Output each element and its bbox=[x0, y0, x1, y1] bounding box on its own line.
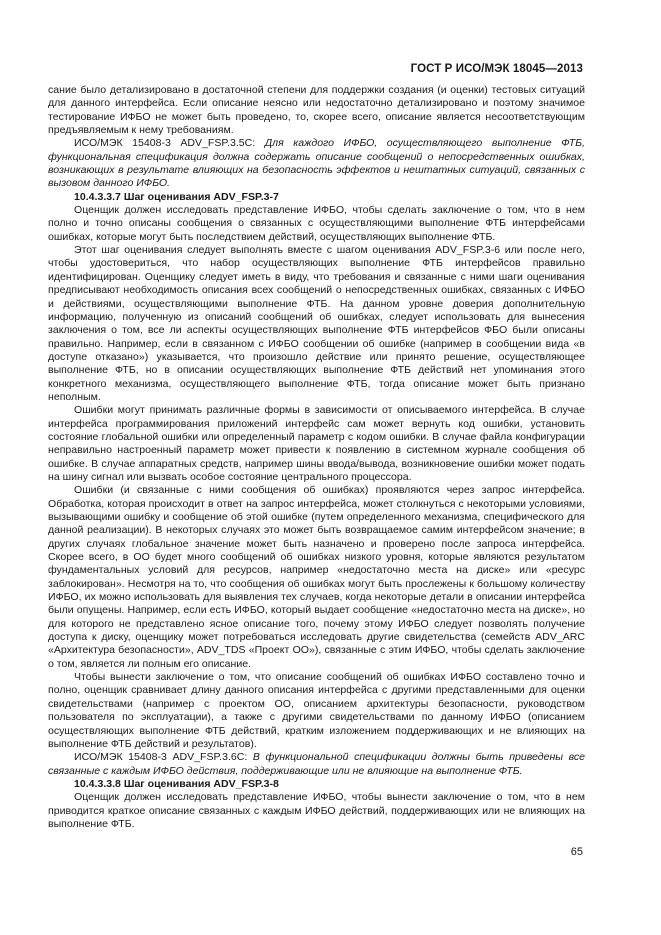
reference-code: ИСО/МЭК 15408-3 ADV_FSP.3.5C: bbox=[74, 137, 265, 150]
standard-header: ГОСТ Р ИСО/МЭК 18045—2013 bbox=[410, 63, 583, 75]
section-heading: 10.4.3.3.8 Шаг оценивания ADV_FSP.3-8 bbox=[74, 777, 279, 790]
paragraph: сание было детализировано в достаточной степени для поддержки создания (и оценки) тестовых ситуаций для данного интерфейса. Если описание неясно или недостаточно детализировано и поэтому значимое тестирование ИФБО не может быть проведено, то, скорее всего, описание является несоответствующим предъявляемым к нему требованиям. bbox=[48, 84, 585, 137]
reference-paragraph bbox=[48, 751, 585, 778]
paragraph: Ошибки (и связанные с ними сообщения об ошибках) проявляются через запрос интерфейса. Обработка, которая происходит в ответ на запрос интерфейса, может столкнуться с некоторыми условиями, вызывающими ошибку и сообщение об этой ошибке (путем определенного механизма, специфического для данной реализации). В некоторых случаях это может быть возвращаемое самим интерфейсом значение; в других случаях глобальное значение может быть назначено и проверено после запроса интерфейса. Скорее всего, в ОО будет много сообщений об ошибках низкого уровня, которые являются результатом фундаментальных условий для ресурсов, например «недостаточно места на диске» или «ресурс заблокирован». Несмотря на то, что сообщения об ошибках могут быть прослежены к большому количеству ИФБО, их можно использовать для выявления тех случаев, когда некоторые детали в описании интерфейса были опущены. Например, если есть ИФБО, который выдает сообщение «недостаточно места на диске», но для которого не представлено ясное описание того, почему этому ИФБО следует позволять получение доступа к диску, оценщику может потребоваться исследовать другие свидетельства (семейств ADV_ARC «Архитектура безопасности», ADV_TDS «Проект ОО»), связанные с этим ИФБО, чтобы сделать заключение о том, является ли полным его описание. bbox=[48, 484, 585, 670]
reference-text: Для каждого ИФБО, осуществляющего выполнение ФТБ, функциональная спецификация должна содержать описание сообщений о непосредственных ошибках, возникающих в результате влияющих на безопасность эффектов и нештатных ситуаций, связанных с вызовом данного ИФБО. bbox=[48, 137, 585, 190]
section-heading: 10.4.3.3.7 Шаг оценивания ADV_FSP.3-7 bbox=[74, 190, 279, 203]
paragraph: Этот шаг оценивания следует выполнять вместе с шагом оценивания ADV_FSP.3-6 или после него, чтобы удостовериться, что набор осуществляющих выполнение ФТБ интерфейсов правильно идентифицирован. Оценщику следует иметь в виду, что требования и связанные с ними шаги оценивания предписывают необходимость описания всех сообщений о непосредственных ошибках, связанных с ИФБО и действиями, осуществляющими выполнение ФТБ. На данном уровне доверия дополнительную информацию, полученную из описаний сообщений об ошибках, следует использовать для вынесения заключения о том, все ли аспекты осуществляющих выполнение ФТБ интерфейсов ФБО были описаны правильно. Например, если в связанном с ИФБО сообщении об ошибке (например в сообщении вида «в доступе отказано») указывается, что произошло действие или принято решение, осуществляющее выполнение ФТБ, но в описании осуществляющих выполнение ФТБ действий нет упоминания этого конкретного механизма, осуществляющего выполнение ФТБ, тогда описание может быть признано неполным. bbox=[48, 244, 585, 403]
reference-text: В функциональной спецификации должны быть приведены все связанные с каждым ИФБО действия, поддерживающие или не влияющие на выполнение ФТБ. bbox=[48, 751, 585, 777]
page-number: 65 bbox=[570, 846, 583, 858]
page-body bbox=[48, 84, 585, 831]
paragraph: Ошибки могут принимать различные формы в зависимости от описываемого интерфейса. В случае интерфейса программирования приложений интерфейс сам может вернуть код ошибки, установить состояние глобальной ошибки или определенный параметр с кодом ошибки. В случае файла конфигурации неправильно настроенный параметр может привести к появлению в системном журнале сообщения об ошибке. В случае аппаратных средств, например шины ввода/вывода, возникновение ошибки может подать на шину сигнал или вызвать особое состояние центрального процессора. bbox=[48, 404, 585, 483]
paragraph: Оценщик должен исследовать представление ИФБО, чтобы вынести заключение о том, что в нем приводится краткое описание связанных с каждым ИФБО действий, поддерживающих или не влияющих на выполнение ФТБ. bbox=[48, 791, 585, 830]
reference-paragraph bbox=[48, 137, 585, 190]
reference-code: ИСО/МЭК 15408-3 ADV_FSP.3.6C: bbox=[74, 751, 253, 764]
paragraph: Чтобы вынести заключение о том, что описание сообщений об ошибках ИФБО составлено точно и полно, оценщик сравнивает длину данного описания интерфейса с другими представленными для оценки свидетельствами (например с проектом ОО, описанием архитектуры безопасности, руководством пользователя по эксплуатации), а также с другими свидетельствами по данному ИФБО (описанием осуществляющих выполнение ФТБ действий, кратким изложением поддерживающих и не влияющих на выполнение ФТБ действий и результатов). bbox=[48, 671, 585, 750]
paragraph: Оценщик должен исследовать представление ИФБО, чтобы сделать заключение о том, что в нем полно и точно описаны сообщения о связанных с осуществляющими выполнение ФТБ интерфейсами ошибках, которые могут быть последствием действий, осуществляющих выполнение ФТБ. bbox=[48, 204, 585, 243]
